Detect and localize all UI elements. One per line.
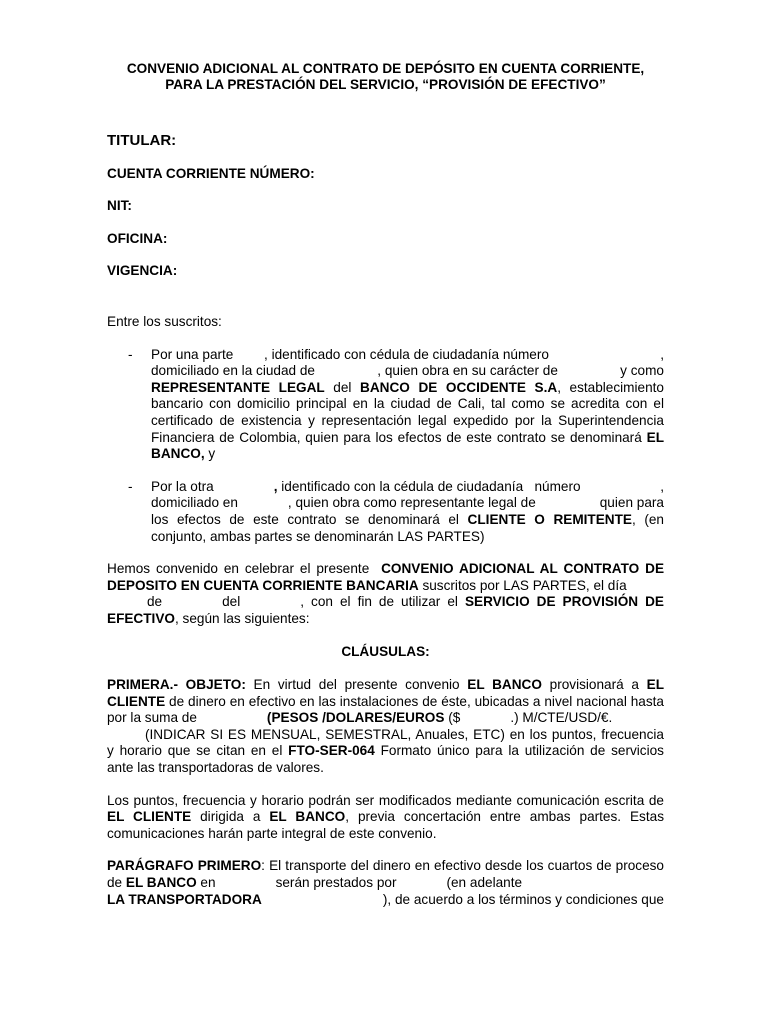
document-title-line-2: PARA LA PRESTACIÓN DEL SERVICIO, “PROVISIÓN DE EFECTIVO” (165, 77, 606, 92)
clausulas-heading: CLÁUSULAS: (341, 644, 430, 660)
bullet-dash: - (128, 478, 133, 494)
bullet-dash: - (128, 346, 133, 362)
party-client (107, 479, 664, 545)
paragrafo-last-line: LA TRANSPORTADORA ), de acuerdo a los términos y condiciones que (107, 891, 664, 907)
field-oficina: OFICINA: (107, 230, 168, 246)
party-client-rest: los efectos de este contrato se denominará el CLIENTE O REMITENTE, (en conjunto, ambas partes se denominarán LAS PARTES) (151, 511, 664, 544)
paragrafo-primero: PARÁGRAFO PRIMERO: El transporte del dinero en efectivo desde los cuartos de proceso de EL BANCO en serán prestados por (en adelante LA TRANSPORTADORA ), de acuerdo a los términos y condiciones que (107, 858, 664, 907)
party-bank (107, 347, 664, 463)
document-title-line-1: CONVENIO ADICIONAL AL CONTRATO DE DEPÓSITO EN CUENTA CORRIENTE, (126, 61, 645, 76)
puntos-paragraph: Los puntos, frecuencia y horario podrán ser modificados mediante comunicación escrita de EL CLIENTE dirigida a EL BANCO, previa concertación entre ambas partes. Estas comunicaciones harán parte integral de este convenio. (107, 792, 664, 841)
agreement-paragraph: Hemos convenido en celebrar el presente CONVENIO ADICIONAL AL CONTRATO DE DEPOSITO EN CUENTA CORRIENTE BANCARIA suscritos por LAS PARTES, el día de del , con el fin de utilizar el SERVICIO DE PROVISIÓN DE EFECTIVO, según las siguientes: (107, 561, 665, 626)
party-client-line-2: domiciliado en , quien obra como representante legal de quien para (151, 495, 664, 511)
document-body (107, 61, 664, 908)
clause-primera: PRIMERA.- OBJETO: En virtud del presente convenio EL BANCO provisionará a EL CLIENTE de dinero en efectivo en las instalaciones de éste, ubicadas a nivel nacional hasta por la suma de (PESOS /DOLARES/EUROS ($ .) M/CTE/USD/€. (INDICAR SI ES MENSUAL, SEMESTRAL, Anuales, ETC) en los puntos, frecuencia y horario que se citan en el FTO-SER-064 Formato único para la utilización de servicios ante las transportadoras de valores. (107, 677, 664, 776)
field-nit: NIT: (107, 198, 132, 214)
party-bank-line-1: Por una parte , identificado con cédula de ciudadanía número , (151, 346, 664, 362)
party-client-line-1: Por la otra , identificado con la cédula de ciudadanía número , (151, 478, 664, 494)
intro-text: Entre los suscritos: (107, 313, 222, 329)
party-bank-rest: REPRESENTANTE LEGAL del BANCO DE OCCIDENTE S.A, establecimiento bancario con domicilio principal en la ciudad de Cali, tal como se acredita con el certificado de existencia y representación legal expedido por la Superintendencia Financiera de Colombia, quien para los efectos de este contrato se denominará EL BANCO, y (151, 379, 664, 462)
party-bank-line-2: domiciliado en la ciudad de , quien obra en su carácter de y como (151, 363, 664, 379)
field-titular: TITULAR: (107, 132, 177, 149)
field-vigencia: VIGENCIA: (107, 263, 178, 279)
field-cuenta-corriente: CUENTA CORRIENTE NÚMERO: (107, 165, 315, 181)
parties-list (107, 347, 664, 546)
